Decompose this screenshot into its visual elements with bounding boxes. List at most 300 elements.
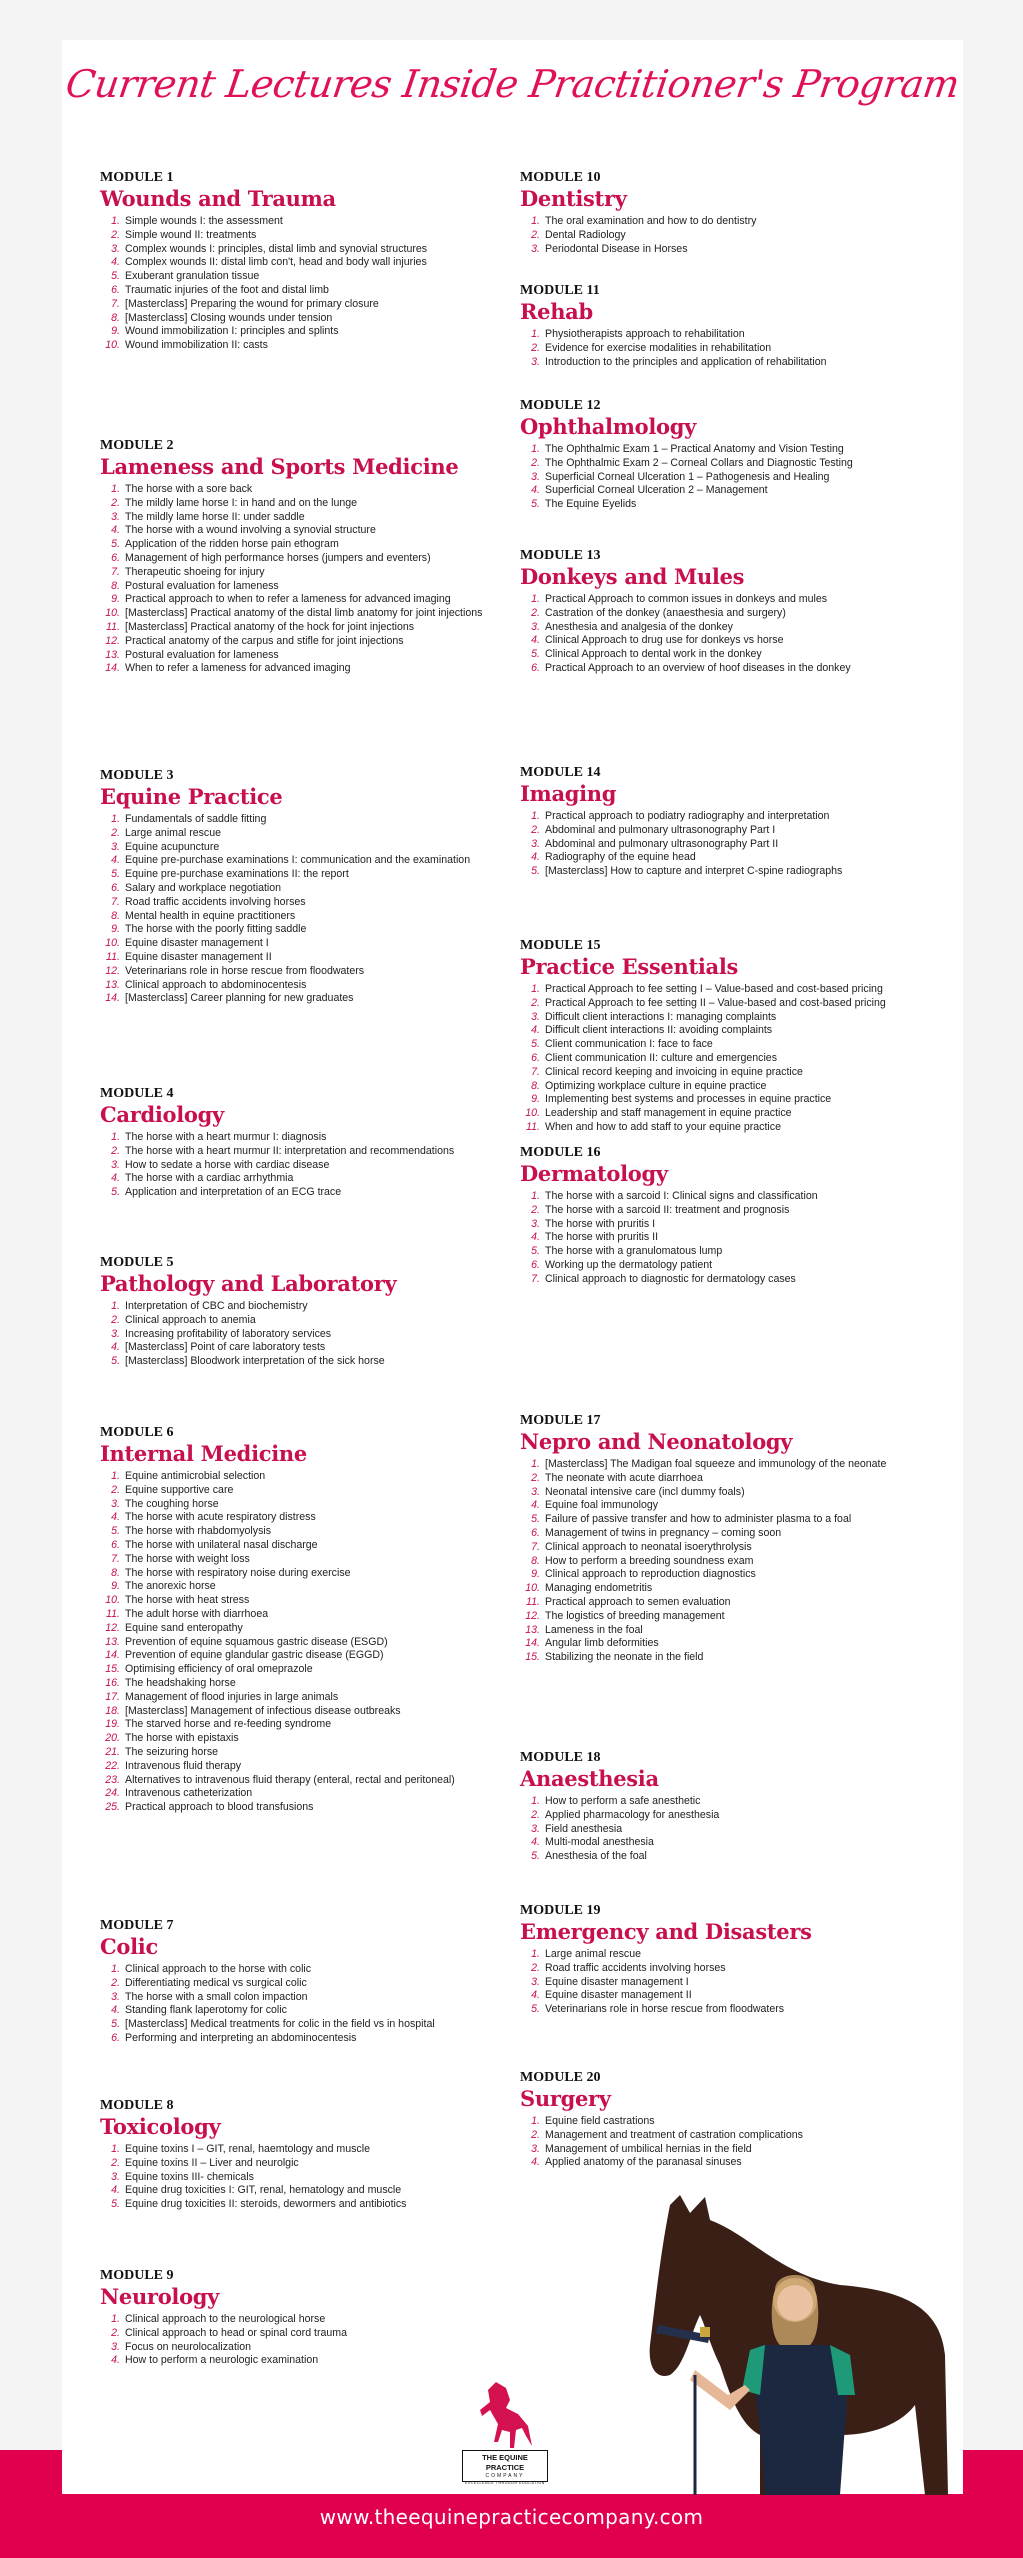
lecture-item bbox=[100, 538, 510, 552]
lecture-item bbox=[100, 1553, 510, 1567]
lecture-item bbox=[520, 593, 930, 607]
lecture-number: 1. bbox=[531, 443, 540, 455]
lecture-item bbox=[100, 896, 510, 910]
lecture-title: Clinical approach to diagnostic for dermatology cases bbox=[545, 1272, 796, 1285]
lecture-number: 2. bbox=[531, 456, 540, 469]
lecture-number: 4. bbox=[531, 1989, 540, 2002]
lecture-item bbox=[520, 1836, 930, 1850]
lecture-item bbox=[100, 2018, 510, 2032]
lecture-title: Equine toxins I – GIT, renal, haemtology and muscle bbox=[125, 2143, 370, 2155]
lecture-number: 18. bbox=[105, 1704, 120, 1717]
lecture-title: Abdominal and pulmonary ultrasonography Part II bbox=[545, 837, 779, 850]
lecture-item bbox=[100, 951, 510, 965]
lecture-number: 23. bbox=[105, 1773, 120, 1786]
lecture-title: Clinical approach to reproduction diagnostics bbox=[545, 1568, 756, 1581]
lecture-item bbox=[520, 662, 930, 676]
lecture-title: Management of umbilical hernias in the field bbox=[545, 2142, 752, 2155]
lecture-title: Equine toxins III- chemicals bbox=[125, 2170, 254, 2183]
lecture-item bbox=[520, 1472, 930, 1486]
lecture-title: How to perform a safe anesthetic bbox=[545, 1795, 701, 1807]
lecture-number: 4. bbox=[531, 1836, 540, 1849]
lecture-number: 10. bbox=[105, 1594, 120, 1607]
lecture-number: 8. bbox=[111, 579, 120, 592]
lecture-number: 5. bbox=[531, 2003, 540, 2016]
lecture-title: Applied anatomy of the paranasal sinuses bbox=[545, 2156, 742, 2169]
lecture-number: 2. bbox=[531, 1203, 540, 1216]
lecture-title: How to perform a breeding soundness exam bbox=[545, 1554, 754, 1567]
module-title: Anaesthesia bbox=[520, 1766, 659, 1791]
lecture-title: Applied pharmacology for anesthesia bbox=[545, 1808, 720, 1821]
lecture-number: 4. bbox=[111, 1511, 120, 1524]
lecture-title: Practical approach to semen evaluation bbox=[545, 1595, 731, 1608]
lecture-title: Radiography of the equine head bbox=[545, 851, 696, 864]
lecture-number: 20. bbox=[105, 1732, 120, 1745]
lecture-item bbox=[520, 1823, 930, 1837]
lecture-number: 2. bbox=[111, 1976, 120, 1989]
lecture-item bbox=[100, 1677, 510, 1691]
lecture-title: Increasing profitability of laboratory services bbox=[125, 1327, 332, 1340]
lecture-title: Large animal rescue bbox=[545, 1948, 641, 1960]
lecture-title: Mental health in equine practitioners bbox=[125, 909, 296, 922]
lecture-item bbox=[100, 1732, 510, 1746]
lecture-item bbox=[100, 1594, 510, 1608]
lecture-item bbox=[520, 1121, 930, 1135]
module-label: MODULE 5 bbox=[100, 1255, 174, 1270]
lecture-number: 5. bbox=[111, 2018, 120, 2031]
lecture-number: 1. bbox=[531, 1190, 540, 1202]
lecture-title: Prevention of equine glandular gastric disease (EGGD) bbox=[125, 1649, 384, 1662]
module-label: MODULE 17 bbox=[520, 1413, 601, 1428]
lecture-item bbox=[520, 1850, 930, 1864]
lecture-item bbox=[100, 1314, 510, 1328]
lecture-title: When and how to add staff to your equine practice bbox=[545, 1120, 781, 1133]
lecture-title: Lameness in the foal bbox=[545, 1623, 643, 1636]
lecture-item bbox=[100, 566, 510, 580]
lecture-title: Clinical approach to anemia bbox=[125, 1313, 256, 1326]
lecture-number: 15. bbox=[105, 1663, 120, 1676]
module-label: MODULE 19 bbox=[520, 1903, 601, 1918]
lecture-number: 3. bbox=[531, 1485, 540, 1498]
lecture-title: Management of flood injuries in large animals bbox=[125, 1690, 339, 1703]
lecture-list bbox=[520, 1458, 930, 1665]
lecture-item bbox=[520, 1555, 930, 1569]
lecture-number: 2. bbox=[111, 826, 120, 839]
lecture-item bbox=[520, 1568, 930, 1582]
lecture-number: 5. bbox=[111, 1186, 120, 1199]
lecture-item bbox=[100, 882, 510, 896]
lecture-title: Clinical Approach to drug use for donkeys vs horse bbox=[545, 634, 784, 647]
lecture-title: The horse with weight loss bbox=[125, 1552, 250, 1565]
lecture-number: 5. bbox=[111, 270, 120, 283]
lecture-number: 3. bbox=[531, 1975, 540, 1988]
module-section bbox=[520, 765, 930, 879]
lecture-item bbox=[520, 1218, 930, 1232]
lecture-title: [Masterclass] Career planning for new graduates bbox=[125, 992, 354, 1005]
lecture-number: 3. bbox=[531, 242, 540, 255]
lecture-item bbox=[100, 1539, 510, 1553]
lecture-number: 5. bbox=[111, 2198, 120, 2211]
lecture-number: 11. bbox=[106, 620, 120, 633]
lecture-title: Wound immobilization I: principles and splints bbox=[125, 325, 339, 338]
lecture-number: 5. bbox=[531, 1513, 540, 1526]
lecture-title: Intravenous catheterization bbox=[125, 1787, 253, 1800]
lecture-title: Equine pre-purchase examinations II: the report bbox=[125, 868, 349, 881]
lecture-number: 8. bbox=[111, 311, 120, 324]
lecture-number: 9. bbox=[531, 1568, 540, 1581]
lecture-title: Practical anatomy of the carpus and stifle for joint injections bbox=[125, 634, 404, 647]
lecture-title: The coughing horse bbox=[125, 1497, 219, 1510]
lecture-item bbox=[100, 827, 510, 841]
lecture-title: Difficult client interactions I: managing complaints bbox=[545, 1010, 777, 1023]
lecture-number: 5. bbox=[531, 1850, 540, 1863]
lecture-number: 13. bbox=[105, 648, 120, 661]
lecture-number: 10. bbox=[105, 937, 120, 950]
lecture-item bbox=[100, 868, 510, 882]
lecture-title: Management of high performance horses (jumpers and eventers) bbox=[125, 551, 431, 564]
lecture-item bbox=[100, 1511, 510, 1525]
lecture-number: 2. bbox=[111, 2326, 120, 2339]
website-link[interactable]: www.theequinepracticecompany.com bbox=[319, 2505, 704, 2529]
lecture-number: 16. bbox=[105, 1676, 120, 1689]
module-label: MODULE 6 bbox=[100, 1425, 174, 1440]
lecture-number: 1. bbox=[531, 593, 540, 605]
lecture-item bbox=[100, 1608, 510, 1622]
lecture-item bbox=[100, 2184, 510, 2198]
lecture-item bbox=[520, 2129, 930, 2143]
lecture-item bbox=[100, 497, 510, 511]
lecture-item bbox=[520, 1486, 930, 1500]
lecture-number: 1. bbox=[531, 328, 540, 340]
lecture-number: 2. bbox=[531, 606, 540, 619]
lecture-number: 7. bbox=[531, 1272, 540, 1285]
module-section bbox=[520, 1903, 930, 2017]
lecture-number: 8. bbox=[531, 1079, 540, 1092]
lecture-item bbox=[520, 443, 930, 457]
lecture-item bbox=[520, 1795, 930, 1809]
lecture-title: Practical approach to podiatry radiography and interpretation bbox=[545, 810, 830, 822]
lecture-number: 3. bbox=[111, 510, 120, 523]
lecture-number: 5. bbox=[111, 1355, 120, 1368]
lecture-title: The horse with a wound involving a synovial structure bbox=[125, 524, 376, 537]
lecture-number: 5. bbox=[111, 868, 120, 881]
lecture-item bbox=[100, 2341, 510, 2355]
lecture-number: 1. bbox=[111, 2143, 120, 2155]
lecture-title: The adult horse with diarrhoea bbox=[125, 1607, 269, 1620]
lecture-number: 1. bbox=[531, 215, 540, 227]
lecture-item bbox=[100, 635, 510, 649]
module-label: MODULE 9 bbox=[100, 2268, 174, 2283]
module-section bbox=[520, 398, 930, 512]
lecture-item bbox=[520, 2143, 930, 2157]
lecture-title: Postural evaluation for lameness bbox=[125, 648, 279, 661]
logo-wordmark bbox=[462, 2450, 548, 2485]
lecture-title: Exuberant granulation tissue bbox=[125, 270, 260, 283]
lecture-number: 4. bbox=[531, 1024, 540, 1037]
lecture-item bbox=[520, 498, 930, 512]
lecture-item bbox=[520, 1513, 930, 1527]
lecture-number: 3. bbox=[531, 470, 540, 483]
lecture-title: Practical Approach to an overview of hoof diseases in the donkey bbox=[545, 661, 851, 674]
lecture-title: Neonatal intensive care (incl dummy foals) bbox=[545, 1485, 745, 1498]
lecture-item bbox=[520, 2003, 930, 2017]
lecture-item bbox=[100, 1649, 510, 1663]
lecture-title: Veterinarians role in horse rescue from floodwaters bbox=[125, 964, 365, 977]
lecture-item bbox=[100, 1705, 510, 1719]
lecture-number: 4. bbox=[111, 2354, 120, 2367]
lecture-title: The horse with rhabdomyolysis bbox=[125, 1525, 272, 1538]
lecture-title: The neonate with acute diarrhoea bbox=[545, 1471, 703, 1484]
lecture-item bbox=[100, 1691, 510, 1705]
lecture-title: The oral examination and how to do dentistry bbox=[545, 215, 757, 227]
lecture-title: [Masterclass] The Madigan foal squeeze and immunology of the neonate bbox=[545, 1458, 887, 1470]
lecture-number: 3. bbox=[531, 1010, 540, 1023]
lecture-title: Equine disaster management I bbox=[545, 1975, 689, 1988]
lecture-list bbox=[520, 1948, 930, 2017]
lecture-title: Failure of passive transfer and how to administer plasma to a foal bbox=[545, 1513, 852, 1526]
lecture-title: The Ophthalmic Exam 2 – Corneal Collars and Diagnostic Testing bbox=[545, 456, 853, 469]
lecture-title: Equine acupuncture bbox=[125, 840, 220, 853]
lecture-list bbox=[520, 983, 930, 1135]
lecture-item bbox=[520, 1809, 930, 1823]
lecture-item bbox=[100, 270, 510, 284]
lecture-number: 10. bbox=[105, 607, 120, 620]
lecture-item bbox=[520, 1458, 930, 1472]
lecture-title: Optimizing workplace culture in equine practice bbox=[545, 1079, 767, 1092]
lecture-number: 2. bbox=[111, 1313, 120, 1326]
lecture-item bbox=[520, 1259, 930, 1273]
lecture-title: Client communication I: face to face bbox=[545, 1038, 713, 1051]
lecture-title: The horse with a sore back bbox=[125, 483, 253, 495]
lecture-number: 4. bbox=[111, 2004, 120, 2017]
lecture-number: 1. bbox=[111, 215, 120, 227]
lecture-title: Complex wounds II: distal limb con't, head and body wall injuries bbox=[125, 256, 427, 269]
lecture-item bbox=[100, 2313, 510, 2327]
lecture-title: The mildly lame horse I: in hand and on the lunge bbox=[125, 496, 358, 509]
lecture-title: [Masterclass] Practical anatomy of the hock for joint injections bbox=[125, 620, 415, 633]
lecture-item bbox=[520, 1038, 930, 1052]
lecture-item bbox=[100, 483, 510, 497]
module-label: MODULE 14 bbox=[520, 765, 601, 780]
lecture-number: 6. bbox=[531, 1051, 540, 1064]
lecture-item bbox=[100, 284, 510, 298]
lecture-title: Optimising efficiency of oral omeprazole bbox=[125, 1663, 313, 1676]
lecture-title: Superficial Corneal Ulceration 2 – Management bbox=[545, 484, 768, 497]
module-section bbox=[520, 1145, 930, 1287]
lecture-title: Road traffic accidents involving horses bbox=[125, 895, 306, 908]
lecture-item bbox=[100, 2004, 510, 2018]
lecture-item bbox=[520, 1052, 930, 1066]
lecture-number: 6. bbox=[111, 551, 120, 564]
lecture-title: Implementing best systems and processes in equine practice bbox=[545, 1093, 832, 1106]
lecture-number: 3. bbox=[531, 2142, 540, 2155]
lecture-title: Equine disaster management II bbox=[125, 950, 272, 963]
lecture-item bbox=[520, 865, 930, 879]
lecture-item bbox=[100, 923, 510, 937]
lecture-title: Managing endometritis bbox=[545, 1582, 653, 1595]
lecture-item bbox=[100, 621, 510, 635]
lecture-title: Clinical approach to head or spinal cord trauma bbox=[125, 2326, 348, 2339]
lecture-title: Performing and interpreting an abdominocentesis bbox=[125, 2031, 357, 2044]
lecture-title: Stabilizing the neonate in the field bbox=[545, 1651, 704, 1664]
lecture-item bbox=[100, 607, 510, 621]
lecture-title: [Masterclass] Preparing the wound for primary closure bbox=[125, 297, 379, 310]
lecture-item bbox=[100, 243, 510, 257]
lecture-title: The headshaking horse bbox=[125, 1676, 236, 1689]
lecture-number: 14. bbox=[105, 992, 120, 1005]
lecture-number: 3. bbox=[111, 2170, 120, 2183]
lecture-number: 2. bbox=[111, 1483, 120, 1496]
lecture-title: Angular limb deformities bbox=[545, 1637, 659, 1650]
module-section bbox=[100, 2098, 510, 2212]
lecture-title: Clinical approach to the horse with colic bbox=[125, 1963, 312, 1975]
lecture-number: 1. bbox=[111, 813, 120, 825]
lecture-number: 2. bbox=[531, 1961, 540, 1974]
module-title: Donkeys and Mules bbox=[520, 564, 745, 589]
module-label: MODULE 12 bbox=[520, 398, 601, 413]
lecture-number: 19. bbox=[105, 1718, 120, 1731]
lecture-number: 4. bbox=[531, 2156, 540, 2169]
lecture-list bbox=[520, 328, 930, 369]
module-section bbox=[520, 1413, 930, 1665]
lecture-number: 1. bbox=[531, 1458, 540, 1470]
lecture-item bbox=[520, 1989, 930, 2003]
lecture-item bbox=[520, 1066, 930, 1080]
lecture-number: 4. bbox=[531, 1499, 540, 1512]
lecture-item bbox=[520, 1093, 930, 1107]
lecture-number: 8. bbox=[111, 1566, 120, 1579]
lecture-title: Simple wounds I: the assessment bbox=[125, 215, 283, 227]
lecture-title: The horse with a heart murmur II: interpretation and recommendations bbox=[125, 1144, 455, 1157]
module-section bbox=[520, 548, 930, 676]
lecture-item bbox=[520, 1245, 930, 1259]
module-label: MODULE 20 bbox=[520, 2070, 601, 2085]
lecture-item bbox=[100, 1746, 510, 1760]
module-section bbox=[100, 2268, 510, 2368]
logo-line-3: EXCELLENCE THROUGH EDUCATION bbox=[465, 2481, 545, 2485]
lecture-item bbox=[100, 1977, 510, 1991]
lecture-number: 5. bbox=[531, 1038, 540, 1051]
lecture-title: Equine sand enteropathy bbox=[125, 1621, 243, 1634]
lecture-title: Field anesthesia bbox=[545, 1822, 623, 1835]
lecture-title: Introduction to the principles and application of rehabilitation bbox=[545, 355, 827, 368]
lecture-number: 6. bbox=[111, 881, 120, 894]
lecture-title: Application and interpretation of an ECG trace bbox=[125, 1186, 342, 1199]
lecture-item bbox=[520, 1651, 930, 1665]
lecture-title: Equine antimicrobial selection bbox=[125, 1470, 266, 1482]
lecture-title: How to perform a neurologic examination bbox=[125, 2354, 319, 2367]
page-title: Current Lectures Inside Practitioner's Program bbox=[63, 62, 962, 106]
module-section bbox=[520, 170, 930, 256]
lecture-list bbox=[100, 2313, 510, 2368]
lecture-number: 5. bbox=[531, 648, 540, 661]
lecture-item bbox=[100, 1470, 510, 1484]
lecture-number: 1. bbox=[111, 2313, 120, 2325]
lecture-item bbox=[100, 1341, 510, 1355]
lecture-title: The horse with unilateral nasal discharge bbox=[125, 1538, 318, 1551]
module-label: MODULE 2 bbox=[100, 438, 174, 453]
module-label: MODULE 11 bbox=[520, 283, 600, 298]
module-label: MODULE 1 bbox=[100, 170, 174, 185]
lecture-title: Equine disaster management II bbox=[545, 1989, 692, 2002]
logo-line-1: THE EQUINE PRACTICE bbox=[482, 2453, 528, 2472]
lecture-item bbox=[100, 1774, 510, 1788]
lecture-title: Therapeutic shoeing for injury bbox=[125, 565, 265, 578]
lecture-item bbox=[520, 2115, 930, 2129]
lecture-item bbox=[100, 1131, 510, 1145]
lecture-title: The horse with a granulomatous lump bbox=[545, 1245, 723, 1258]
lecture-number: 6. bbox=[111, 2031, 120, 2044]
lecture-list bbox=[100, 483, 510, 676]
lecture-number: 5. bbox=[111, 538, 120, 551]
lecture-title: The horse with acute respiratory distress bbox=[125, 1511, 316, 1524]
module-title: Lameness and Sports Medicine bbox=[100, 454, 459, 479]
lecture-title: Standing flank laperotomy for colic bbox=[125, 2004, 287, 2017]
module-label: MODULE 18 bbox=[520, 1750, 601, 1765]
lecture-item bbox=[520, 648, 930, 662]
lecture-title: Equine pre-purchase examinations I: communication and the examination bbox=[125, 854, 471, 867]
lecture-list bbox=[520, 1795, 930, 1864]
lecture-item bbox=[100, 1787, 510, 1801]
lecture-number: 14. bbox=[525, 1637, 540, 1650]
lecture-number: 9. bbox=[531, 1093, 540, 1106]
lecture-list bbox=[520, 1190, 930, 1287]
lecture-title: Simple wound II: treatments bbox=[125, 228, 257, 241]
module-label: MODULE 7 bbox=[100, 1918, 174, 1933]
lecture-title: Anesthesia of the foal bbox=[545, 1850, 647, 1863]
module-title: Equine Practice bbox=[100, 784, 283, 809]
lecture-item bbox=[100, 2198, 510, 2212]
lecture-item bbox=[520, 983, 930, 997]
lecture-number: 6. bbox=[531, 1526, 540, 1539]
lecture-title: Equine drug toxicities II: steroids, dewormers and antibiotics bbox=[125, 2198, 407, 2211]
module-label: MODULE 15 bbox=[520, 938, 601, 953]
module-title: Colic bbox=[100, 1934, 158, 1959]
lecture-title: Traumatic injuries of the foot and distal limb bbox=[125, 283, 329, 296]
lecture-number: 3. bbox=[531, 837, 540, 850]
lecture-title: Interpretation of CBC and biochemistry bbox=[125, 1300, 308, 1312]
lecture-title: Practical Approach to fee setting II – Value-based and cost-based pricing bbox=[545, 996, 886, 1009]
lecture-title: [Masterclass] Bloodwork interpretation of the sick horse bbox=[125, 1355, 385, 1368]
lecture-title: Clinical Approach to dental work in the donkey bbox=[545, 648, 762, 661]
lecture-number: 11. bbox=[526, 1595, 540, 1608]
lecture-number: 3. bbox=[531, 1217, 540, 1230]
lecture-item bbox=[520, 1011, 930, 1025]
lecture-title: The starved horse and re-feeding syndrome bbox=[125, 1718, 332, 1731]
lecture-item bbox=[520, 810, 930, 824]
lecture-number: 2. bbox=[111, 2156, 120, 2169]
lecture-number: 22. bbox=[105, 1759, 120, 1772]
lecture-number: 7. bbox=[111, 895, 120, 908]
module-title: Pathology and Laboratory bbox=[100, 1271, 397, 1296]
lecture-number: 1. bbox=[111, 1963, 120, 1975]
lecture-item bbox=[520, 824, 930, 838]
lecture-item bbox=[520, 607, 930, 621]
module-title: Imaging bbox=[520, 781, 617, 806]
lecture-number: 2. bbox=[531, 228, 540, 241]
lecture-item bbox=[520, 1610, 930, 1624]
lecture-item bbox=[100, 2032, 510, 2046]
lecture-title: Equine foal immunology bbox=[545, 1499, 659, 1512]
lecture-number: 17. bbox=[105, 1690, 120, 1703]
lecture-item bbox=[100, 2354, 510, 2368]
lecture-title: Equine supportive care bbox=[125, 1483, 234, 1496]
lecture-number: 4. bbox=[111, 2184, 120, 2197]
lecture-title: Superficial Corneal Ulceration 1 – Pathogenesis and Healing bbox=[545, 470, 830, 483]
lecture-title: Clinical approach to the neurological horse bbox=[125, 2313, 326, 2325]
module-section bbox=[100, 1086, 510, 1200]
lecture-title: How to sedate a horse with cardiac disease bbox=[125, 1158, 330, 1171]
lecture-item bbox=[100, 937, 510, 951]
